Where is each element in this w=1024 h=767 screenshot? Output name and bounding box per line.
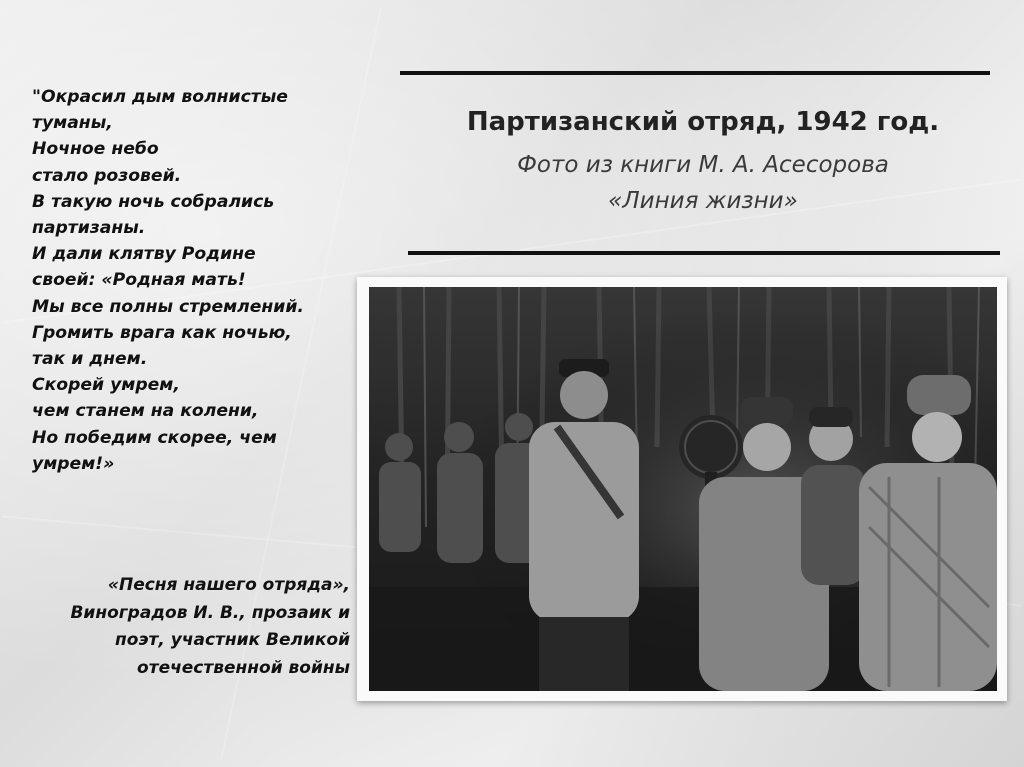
caption-line: «Линия жизни» <box>608 188 798 214</box>
poem-line: Мы все полны стремлений. <box>32 296 304 317</box>
poem-attribution <box>20 572 350 682</box>
bottom-divider <box>408 251 1000 255</box>
poem-line: Но победим скорее, чем <box>32 427 277 448</box>
photo-source-caption <box>408 147 998 219</box>
poem-line: чем станем на колени, <box>32 401 259 422</box>
poem-line: И дали клятву Родине <box>32 244 256 265</box>
page-title: Партизанский отряд, 1942 год. <box>466 107 940 137</box>
poem-text <box>32 84 362 477</box>
poem-line: В такую ночь собрались <box>32 191 275 212</box>
attribution-line: «Песня нашего отряда», <box>107 575 350 595</box>
attribution-line: поэт, участник Великой <box>115 630 350 650</box>
poem-line: Громить врага как ночью, <box>32 322 292 343</box>
attribution-line: Виноградов И. В., прозаик и <box>70 602 350 623</box>
poem-line: стало розовей. <box>32 165 182 186</box>
caption-line: Фото из книги М. А. Асесорова <box>517 152 889 178</box>
photo-illustration <box>369 287 997 691</box>
photo-frame <box>357 277 1007 701</box>
poem-line: Ночное небо <box>32 139 159 160</box>
partisan-detachment-photo <box>369 287 997 691</box>
top-divider <box>400 71 990 75</box>
poem-line: туманы, <box>32 113 113 134</box>
poem-line: партизаны. <box>32 218 146 239</box>
poem-line: "Окрасил дым волнистые <box>32 87 288 107</box>
poem-line: умрем!» <box>32 453 115 474</box>
poem-line: Скорей умрем, <box>32 375 180 396</box>
poem-line: своей: «Родная мать! <box>32 270 246 291</box>
attribution-line: отечественной войны <box>137 657 350 678</box>
poem-line: так и днем. <box>32 349 148 370</box>
